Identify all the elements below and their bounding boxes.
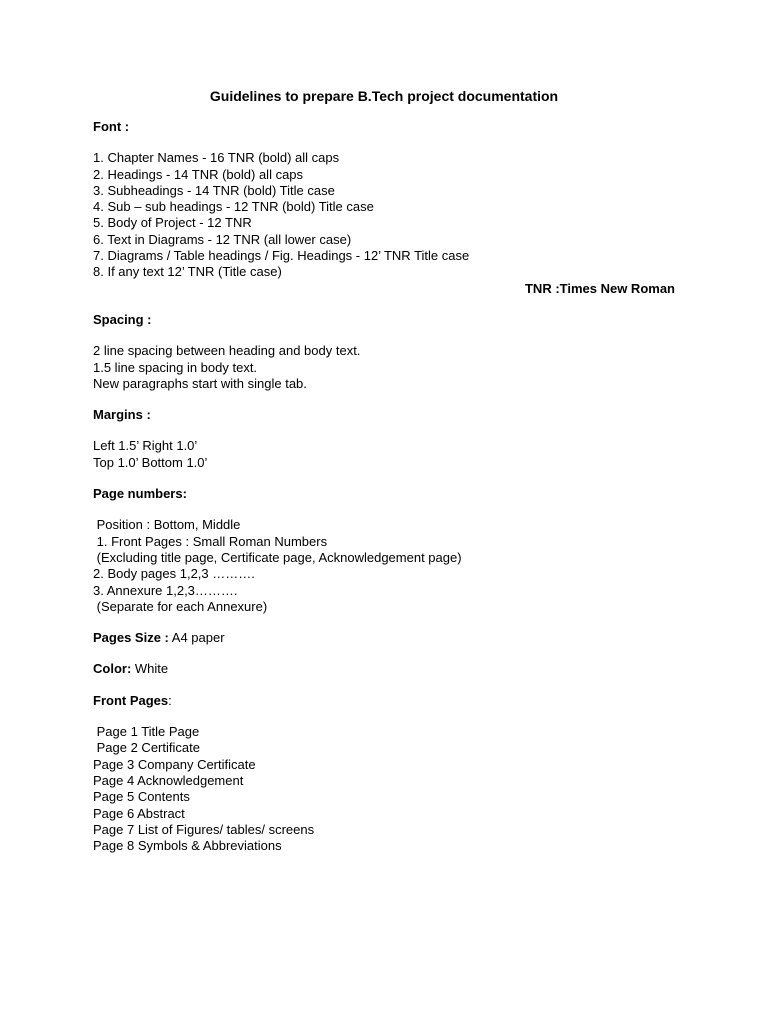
page-numbers-item: 2. Body pages 1,2,3 ………. <box>93 566 255 582</box>
spacer <box>93 297 683 312</box>
page-numbers-item: (Separate for each Annexure) <box>93 598 268 614</box>
margins-item: Left 1.5’ Right 1.0’ <box>93 438 198 454</box>
font-item: 1. Chapter Names - 16 TNR (bold) all caps <box>93 150 340 166</box>
spacer <box>93 392 683 407</box>
spacer <box>93 502 683 517</box>
front-pages-item: Page 1 Title Page <box>93 724 200 740</box>
document-body <box>93 119 683 854</box>
page-numbers-item: 3. Annexure 1,2,3………. <box>93 582 238 598</box>
page-numbers-item: Position : Bottom, Middle <box>93 517 241 533</box>
font-item: 5. Body of Project - 12 TNR <box>93 215 252 231</box>
font-item: 8. If any text 12’ TNR (Title case) <box>93 264 282 280</box>
front-pages-item: Page 7 List of Figures/ tables/ screens <box>93 821 315 837</box>
page-numbers-item: 1. Front Pages : Small Roman Numbers <box>93 533 328 549</box>
font-item: 3. Subheadings - 14 TNR (bold) Title case <box>93 182 335 198</box>
font-item: 2. Headings - 14 TNR (bold) all caps <box>93 166 304 182</box>
font-item: 4. Sub – sub headings - 12 TNR (bold) Title case <box>93 199 374 215</box>
spacing-item: 1.5 line spacing in body text. <box>93 359 258 375</box>
spacer <box>93 328 683 343</box>
spacing-item: New paragraphs start with single tab. <box>93 375 307 391</box>
font-heading: Font : <box>93 119 130 134</box>
front-pages-item: Page 4 Acknowledgement <box>93 772 244 788</box>
spacer <box>93 471 683 486</box>
front-pages-item: Page 3 Company Certificate <box>93 756 256 772</box>
front-pages-heading-line <box>93 693 683 709</box>
color-value: White <box>131 661 169 677</box>
front-pages-item: Page 5 Contents <box>93 789 190 805</box>
spacer <box>93 423 683 438</box>
document-title: Guidelines to prepare B.Tech project documentation <box>209 88 559 104</box>
margins-heading: Margins : <box>93 407 151 423</box>
front-pages-heading: Front Pages <box>93 692 169 708</box>
front-pages-colon: : <box>168 692 172 708</box>
font-item: 6. Text in Diagrams - 12 TNR (all lower case) <box>93 231 352 247</box>
pages-size-label: Pages Size : <box>93 630 169 646</box>
page-numbers-item: (Excluding title page, Certificate page, Acknowledgement page) <box>93 549 462 565</box>
margins-item: Top 1.0’ Bottom 1.0’ <box>93 454 208 470</box>
spacer <box>93 646 683 661</box>
pages-size-line <box>93 630 683 646</box>
spacer <box>93 135 683 150</box>
color-line <box>93 661 683 677</box>
front-pages-item: Page 6 Abstract <box>93 805 185 821</box>
spacer <box>93 615 683 630</box>
spacing-heading: Spacing : <box>93 311 152 327</box>
spacer <box>93 709 683 724</box>
pages-size-value: A4 paper <box>168 630 225 646</box>
page-numbers-heading: Page numbers: <box>93 486 187 502</box>
spacer <box>93 678 683 693</box>
spacing-item: 2 line spacing between heading and body text. <box>93 343 361 359</box>
color-label: Color: <box>93 661 132 677</box>
font-note: TNR :Times New Roman <box>524 280 675 296</box>
front-pages-item: Page 8 Symbols & Abbreviations <box>93 838 282 854</box>
front-pages-item: Page 2 Certificate <box>93 740 200 756</box>
font-item: 7. Diagrams / Table headings / Fig. Headings - 12’ TNR Title case <box>93 248 470 264</box>
